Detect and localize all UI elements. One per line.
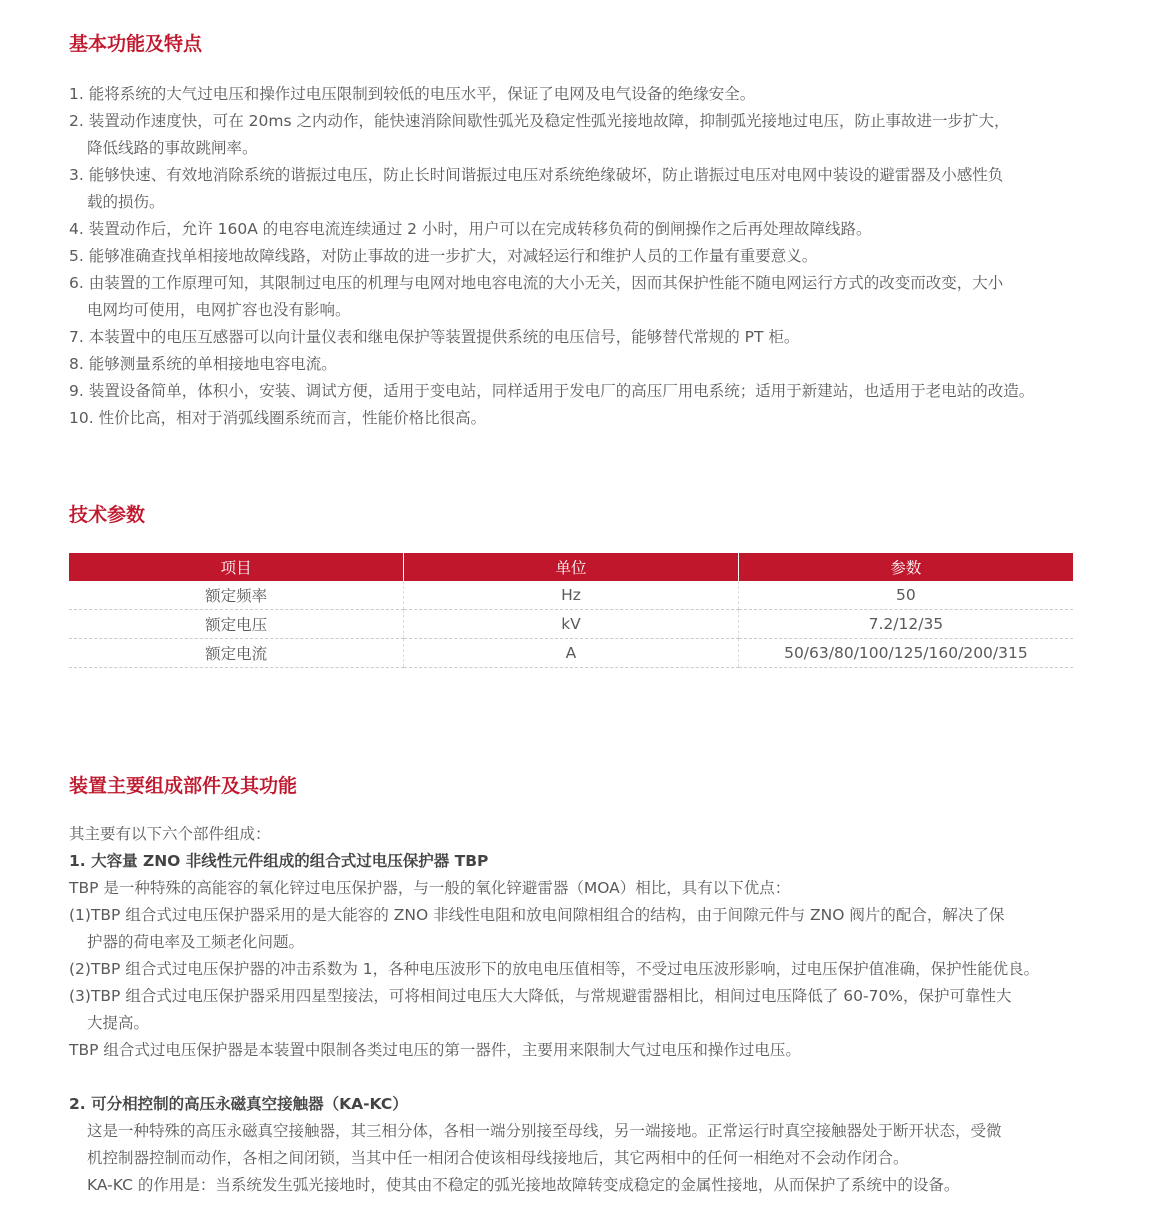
params-table	[69, 553, 1073, 668]
component-advantage-continuation: 大提高。	[87, 1014, 150, 1032]
param-value: 50	[738, 581, 1073, 610]
params-title: 技术参数	[69, 504, 146, 526]
feature-item: 2. 装置动作速度快，可在 20ms 之内动作，能快速消除间歇性弧光及稳定性弧光接地故障，抑制弧光接地过电压，防止事故进一步扩大，	[69, 112, 1010, 130]
param-value: 7.2/12/35	[738, 610, 1073, 639]
component-heading-kakc: 2. 可分相控制的高压永磁真空接触器（KA-KC）	[69, 1095, 408, 1113]
features-title: 基本功能及特点	[69, 33, 203, 55]
param-unit: kV	[404, 610, 739, 639]
component-paragraph: 这是一种特殊的高压永磁真空接触器，其三相分体，各相一端分别接至母线，另一端接地。正常运行时真空接触器处于断开状态，受微	[87, 1122, 1002, 1140]
feature-item: 10. 性价比高，相对于消弧线圈系统而言，性能价格比很高。	[69, 409, 487, 427]
params-header-value: 参数	[738, 553, 1073, 581]
components-list	[69, 821, 1077, 1199]
component-paragraph: TBP 组合式过电压保护器是本装置中限制各类过电压的第一器件，主要用来限制大气过电压和操作过电压。	[69, 1041, 801, 1059]
param-name: 额定电流	[69, 639, 404, 668]
param-value: 50/63/80/100/125/160/200/315	[738, 639, 1073, 668]
table-row	[69, 610, 1073, 639]
components-title: 装置主要组成部件及其功能	[69, 775, 298, 797]
component-paragraph: TBP 是一种特殊的高能容的氧化锌过电压保护器，与一般的氧化锌避雷器（MOA）相比，具有以下优点：	[69, 879, 791, 897]
param-unit: A	[404, 639, 739, 668]
feature-item: 9. 装置设备简单，体积小，安装、调试方便，适用于变电站，同样适用于发电厂的高压厂用电系统；适用于新建站，也适用于老电站的改造。	[69, 382, 1035, 400]
component-advantage-continuation: 护器的荷电率及工频老化问题。	[87, 933, 305, 951]
component-advantage: (3)TBP 组合式过电压保护器采用四星型接法，可将相间过电压大大降低，与常规避雷器相比，相间过电压降低了 60-70%，保护可靠性大	[69, 987, 1012, 1005]
table-row	[69, 639, 1073, 668]
param-name: 额定频率	[69, 581, 404, 610]
feature-item-continuation: 载的损伤。	[87, 193, 165, 211]
component-paragraph: 机控制器控制而动作，各相之间闭锁，当其中任一相闭合使该相母线接地后，其它两相中的任何一相绝对不会动作闭合。	[87, 1149, 909, 1167]
feature-item: 4. 装置动作后，允许 160A 的电容电流连续通过 2 小时，用户可以在完成转移负荷的倒闸操作之后再处理故障线路。	[69, 220, 872, 238]
feature-item-continuation: 降低线路的事故跳闸率。	[87, 139, 258, 157]
param-name: 额定电压	[69, 610, 404, 639]
params-header-unit: 单位	[404, 553, 739, 581]
component-paragraph: KA-KC 的作用是：当系统发生弧光接地时，使其由不稳定的弧光接地故障转变成稳定的金属性接地，从而保护了系统中的设备。	[87, 1176, 960, 1194]
component-heading-tbp: 1. 大容量 ZNO 非线性元件组成的组合式过电压保护器 TBP	[69, 852, 489, 870]
spacer-line	[69, 1064, 1077, 1091]
feature-item-continuation: 电网均可使用，电网扩容也没有影响。	[87, 301, 351, 319]
params-header-item: 项目	[69, 553, 404, 581]
feature-item: 3. 能够快速、有效地消除系统的谐振过电压，防止长时间谐振过电压对系统绝缘破坏，防止谐振过电压对电网中装设的避雷器及小感性负	[69, 166, 1004, 184]
feature-item: 7. 本装置中的电压互感器可以向计量仪表和继电保护等装置提供系统的电压信号，能够替代常规的 PT 柜。	[69, 328, 800, 346]
component-advantage: (2)TBP 组合式过电压保护器的冲击系数为 1，各种电压波形下的放电电压值相等，不受过电压波形影响，过电压保护值准确，保护性能优良。	[69, 960, 1040, 978]
param-unit: Hz	[404, 581, 739, 610]
component-advantage: (1)TBP 组合式过电压保护器采用的是大能容的 ZNO 非线性电阻和放电间隙相组合的结构，由于间隙元件与 ZNO 阀片的配合，解决了保	[69, 906, 1005, 924]
params-header-row	[69, 553, 1073, 581]
components-intro: 其主要有以下六个部件组成：	[69, 825, 271, 843]
feature-item: 6. 由装置的工作原理可知，其限制过电压的机理与电网对地电容电流的大小无关，因而其保护性能不随电网运行方式的改变而改变，大小	[69, 274, 1004, 292]
feature-item: 8. 能够测量系统的单相接地电容电流。	[69, 355, 337, 373]
table-row	[69, 581, 1073, 610]
feature-item: 1. 能将系统的大气过电压和操作过电压限制到较低的电压水平，保证了电网及电气设备的绝缘安全。	[69, 85, 756, 103]
features-list	[69, 81, 1077, 432]
feature-item: 5. 能够准确查找单相接地故障线路，对防止事故的进一步扩大，对减轻运行和维护人员的工作量有重要意义。	[69, 247, 818, 265]
